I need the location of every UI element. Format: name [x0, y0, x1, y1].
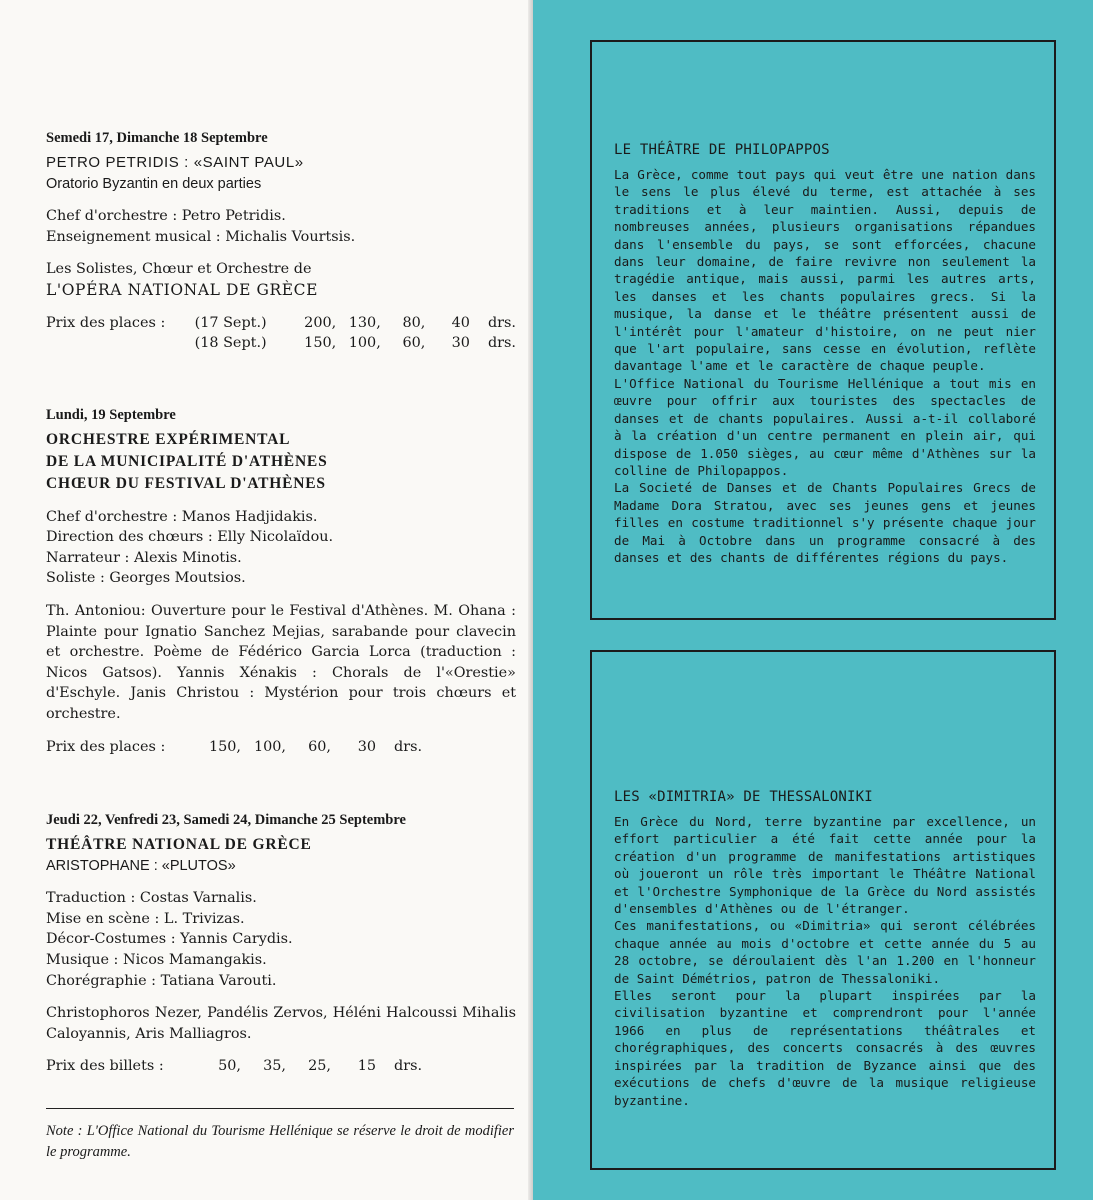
credit-line: Soliste : Georges Moutsios.: [46, 570, 246, 587]
price-value: 60,: [402, 335, 426, 352]
footnote: Note : L'Office National du Tourisme Hellénique se réserve le droit de modifier le programme.: [46, 1108, 514, 1163]
price-label: Prix des places :: [46, 314, 166, 331]
price-label: Prix des billets :: [46, 1058, 164, 1075]
box-paragraph: L'Office National du Tourisme Hellénique a tout mis en œuvre pour offrir aux touristes des spectacles de danses et de chants populaires. Aussi a-t-il collaboré à la création d'un centre permanent en plein air, qui dispose de 1.050 sièges, au cœur même d'Athènes sur la colline de Philopappos.: [614, 375, 1036, 478]
price-value: 200,: [304, 314, 337, 331]
event-orchestre-experimental: [46, 405, 516, 757]
credit-line: Direction des chœurs : Elly Nicolaïdou.: [46, 529, 334, 546]
price-value: 150,: [304, 335, 337, 352]
price-value: 100,: [348, 335, 381, 352]
event-plutos: [46, 810, 516, 1077]
info-box-dimitria: [590, 650, 1056, 1170]
event-title: CHŒUR DU FESTIVAL D'ATHÈNES: [46, 474, 326, 492]
price-unit: drs.: [487, 335, 517, 352]
box-paragraph: Elles seront pour la plupart inspirées par la civilisation byzantine et comprendront pour l'année 1966 en plus de représentations théâtrales et chorégraphiques, des concerts consacrés à des œuvres inspirées par la tradition de Byzance ainsi que des exécutions de chefs d'œuvre de la musique religieuse byzantine.: [614, 988, 1036, 1108]
price-value: 50,: [218, 1058, 241, 1075]
event-subtitle: Oratorio Byzantin en deux parties: [46, 175, 262, 192]
event-saint-paul: [46, 128, 516, 354]
event-date: Semedi 17, Dimanche 18 Septembre: [46, 130, 268, 146]
box-paragraph: La Societé de Danses et de Chants Populaires Grecs de Madame Dora Stratou, avec ses jeunes gens et jeunes filles en costume traditionnel s'y présente chaque jour de Mai à Octobre dans un programme consacré à des danses et des chants de différentes régions du pays.: [614, 480, 1036, 565]
credit-line: Décor-Costumes : Yannis Carydis.: [46, 931, 293, 948]
price-value: 15: [357, 1058, 376, 1075]
price-date: (18 Sept.): [194, 335, 267, 352]
event-title: PETRO PETRIDIS : «SAINT PAUL»: [46, 153, 304, 171]
credit-line: Chorégraphie : Tatiana Varouti.: [46, 972, 277, 989]
price-row: [46, 333, 516, 354]
left-page: [0, 0, 533, 1200]
credit-line: Traduction : Costas Varnalis.: [46, 890, 257, 907]
price-unit: drs.: [394, 738, 423, 755]
event-date: Jeudi 22, Venfredi 23, Samedi 24, Dimanche 25 Septembre: [46, 812, 406, 828]
price-value: 130,: [348, 314, 381, 331]
price-value: 40: [451, 314, 470, 331]
info-box-philopappos: [590, 40, 1056, 620]
price-label: Prix des places :: [46, 738, 166, 755]
program-text: Th. Antoniou: Ouverture pour le Festival d'Athènes. M. Ohana : Plainte pour Ignatio Sanchez Mejias, sarabande pour clavecin et orchestre. Poème de Fédérico Garcia Lorca (traduction : Nicos Gatsos). Yannis Xénakis : Chorals de l'«Orestie» d'Eschyle. Janis Christou : Mystérion pour trois chœurs et orchestre.: [46, 602, 516, 722]
price-value: 25,: [308, 1058, 331, 1075]
event-title: ORCHESTRE EXPÉRIMENTAL: [46, 430, 291, 448]
box-paragraph: Ces manifestations, ou «Dimitria» qui seront célébrées chaque année au mois d'octobre et cette année du 5 au 28 octobre, se déroulaient dès l'an 1.200 en l'honneur de Saint Démétrios, patron de Thessaloniki.: [614, 918, 1036, 986]
credit-line: Chef d'orchestre : Manos Hadjidakis.: [46, 508, 318, 525]
price-row: [46, 1056, 516, 1077]
box-title: LE THÉÂTRE DE PHILOPAPPOS: [614, 142, 830, 158]
credit-line: Chef d'orchestre : Petro Petridis.: [46, 208, 286, 225]
price-unit: drs.: [394, 1058, 423, 1075]
credit-line: Mise en scène : L. Trivizas.: [46, 910, 245, 927]
box-paragraph: La Grèce, comme tout pays qui veut être une nation dans le sens le plus élevé du terme, est attachée à ses traditions et à leur maintien. Aussi, depuis de nombreuses années, plusieurs organisations répandues dans l'ensemble du pays, se sont efforcées, chacune dans leur domaine, de faire revivre non seulement la tragédie antique, mais aussi, parmi les autres arts, les danses et les chants populaires grecs. Si la musique, la danse et le théâtre présentent aussi de l'intérêt pour l'amateur d'histoire, on ne peut nier que l'art populaire, sans cesse en évolution, reflète davantage l'ame et le caractère de chaque peuple.: [614, 167, 1036, 374]
box-title: LES «DIMITRIA» DE THESSALONIKI: [614, 789, 873, 805]
box-paragraph: En Grèce du Nord, terre byzantine par excellence, un effort particulier a été fait cette année pour la création d'un programme de manifestations artistiques où joueront un rôle très important le Théâtre National et l'Orchestre Symphonique de la Grèce du Nord assistés d'ensembles d'Athènes ou de l'étranger.: [614, 814, 1036, 917]
cast-text: Christophoros Nezer, Pandélis Zervos, Héléni Halcoussi Mihalis Caloyannis, Aris Malliagros.: [46, 1005, 516, 1042]
price-value: 35,: [263, 1058, 286, 1075]
event-date: Lundi, 19 Septembre: [46, 407, 176, 423]
performers-line: Les Solistes, Chœur et Orchestre de: [46, 261, 312, 278]
price-value: 150,: [208, 738, 241, 755]
price-value: 80,: [402, 314, 426, 331]
credit-line: Narrateur : Alexis Minotis.: [46, 549, 242, 566]
performers-ensemble: L'OPÉRA NATIONAL DE GRÈCE: [46, 280, 319, 299]
price-unit: drs.: [487, 314, 517, 331]
event-subtitle: ARISTOPHANE : «PLUTOS»: [46, 857, 236, 874]
credit-line: Musique : Nicos Mamangakis.: [46, 951, 267, 968]
credit-line: Enseignement musical : Michalis Vourtsis.: [46, 228, 356, 245]
price-value: 100,: [253, 738, 286, 755]
price-value: 60,: [308, 738, 331, 755]
price-date: (17 Sept.): [194, 314, 267, 331]
price-value: 30: [357, 738, 376, 755]
price-row: [46, 313, 516, 334]
event-title: THÉÂTRE NATIONAL DE GRÈCE: [46, 835, 312, 853]
price-value: 30: [451, 335, 470, 352]
event-title: DE LA MUNICIPALITÉ D'ATHÈNES: [46, 452, 328, 470]
price-row: [46, 737, 516, 758]
